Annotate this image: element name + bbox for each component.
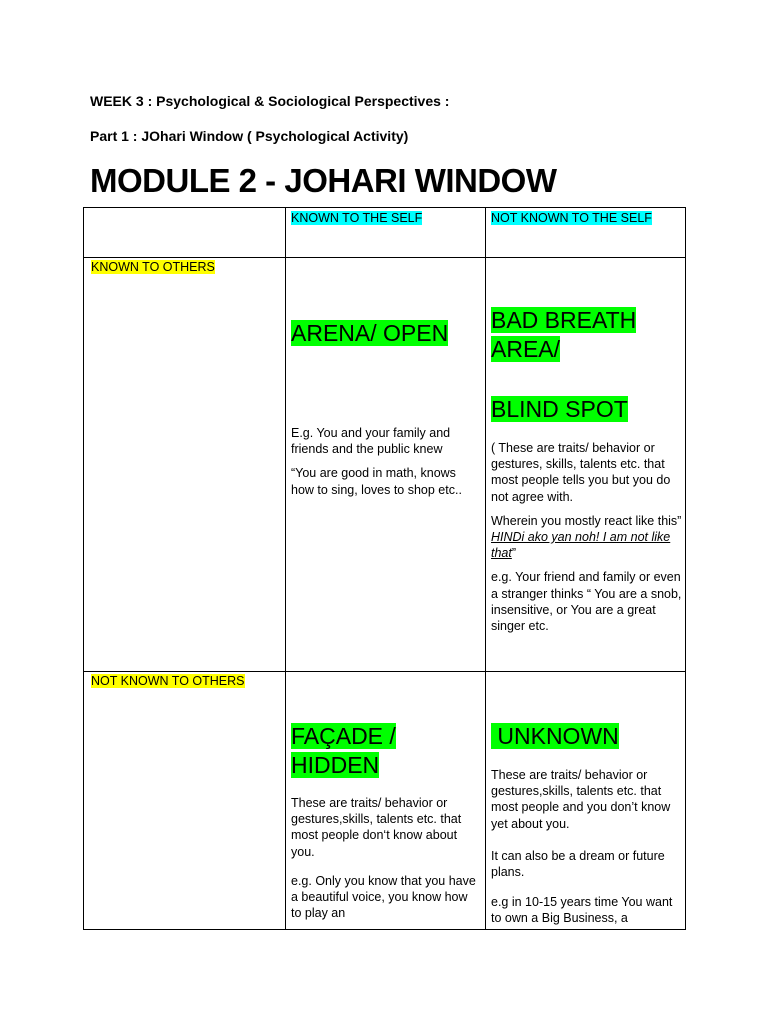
column-divider (485, 208, 486, 929)
facade-hidden-description: These are traits/ behavior or gestures,skills, talents etc. that most people don‘t know about you. (291, 796, 462, 859)
week-heading: WEEK 3 : Psychological & Sociological Perspectives : (90, 93, 450, 109)
facade-hidden-title-line1: FAÇADE / (291, 723, 396, 749)
column-divider (285, 208, 286, 929)
blind-spot-reaction-suffix: ” (511, 546, 517, 561)
module-title: MODULE 2 - JOHARI WINDOW (90, 162, 557, 199)
row-header-known-to-others-label: KNOWN TO OTHERS (91, 260, 215, 274)
johari-window-table (83, 207, 686, 930)
unknown-description: These are traits/ behavior or gestures,skills, talents etc. that most people and you don’t know yet about you. (491, 768, 671, 831)
blind-spot-reaction-quote: HINDi ako yan noh! I am not like that (491, 530, 671, 561)
unknown-dream: It can also be a dream or future plans. (491, 848, 665, 880)
unknown-title: UNKNOWN (491, 723, 619, 749)
blind-spot-description: ( These are traits/ behavior or gestures, skills, talents etc. that most people tells you but you do not agree with. (491, 441, 671, 504)
col-header-known-to-self-label: KNOWN TO THE SELF (291, 211, 423, 225)
arena-example: E.g. You and your family and friends and the public knew (291, 426, 451, 457)
row-header-known-to-others (91, 258, 281, 276)
facade-hidden-title-line2: HIDDEN (291, 752, 380, 778)
arena-open-title: ARENA/ OPEN (291, 320, 449, 346)
row-header-not-known-to-others-label: NOT KNOWN TO OTHERS (91, 674, 245, 688)
blind-spot-title-line1: BAD BREATH (491, 307, 637, 333)
col-header-not-known-to-self-label: NOT KNOWN TO THE SELF (491, 211, 652, 225)
col-header-not-known-to-self (491, 209, 685, 227)
blind-spot-title: BLIND SPOT (491, 396, 628, 422)
blind-spot-title-line2: AREA/ (491, 336, 561, 362)
facade-hidden-example: e.g. Only you know that you have a beautiful voice, you know how to play an (291, 873, 476, 921)
unknown-example: e.g in 10-15 years time You want to own a Big Business, a (491, 895, 673, 926)
blind-spot-reaction-prefix: Wherein you mostly react like this” (491, 513, 682, 528)
blind-spot-reaction (491, 513, 683, 562)
part-heading: Part 1 : JOhari Window ( Psychological Activity) (90, 128, 409, 144)
blind-spot-example: e.g. Your friend and family or even a stranger thinks “ You are a snob, insensitive, or You are a great singer etc. (491, 570, 682, 634)
col-header-known-to-self (291, 209, 481, 227)
arena-quote: “You are good in math, knows how to sing, loves to shop etc.. (291, 466, 462, 497)
row-header-not-known-to-others (91, 672, 281, 690)
